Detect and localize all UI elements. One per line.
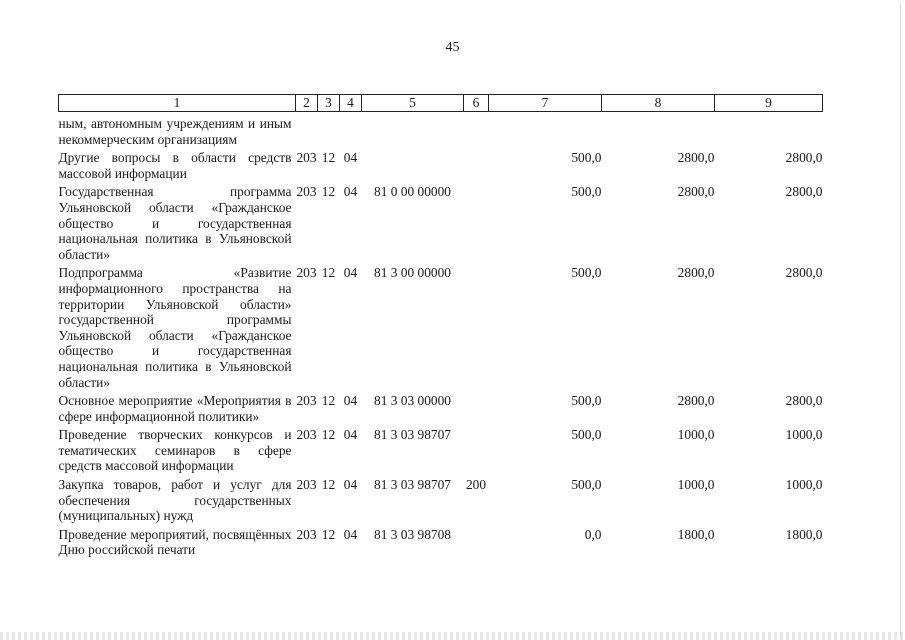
- scan-artifact-strip: [0, 632, 905, 640]
- header-col-4: 4: [340, 95, 362, 112]
- row-value-9: 1000,0: [785, 477, 823, 493]
- page-edge-line: [900, 4, 901, 636]
- row-code-3: [318, 112, 340, 148]
- row-value-7: 0,0: [584, 526, 602, 542]
- row-name: Подпрограмма «Развитие информационного пространства на территории Ульяновской области» государственной программы Ульяновской области «Гражданское общество и государственная национальная политика в Ульяновской области»: [58, 265, 292, 390]
- header-col-8: 8: [602, 95, 715, 112]
- row-code-5: 81 3 03 98708: [374, 526, 451, 542]
- row-code-6: [464, 390, 489, 424]
- row-code-4: 04: [343, 477, 358, 493]
- header-col-5: 5: [362, 95, 464, 112]
- row-code-3: 12: [321, 265, 336, 281]
- header-row: [59, 95, 823, 112]
- row-code-2: 203: [296, 184, 317, 200]
- row-code-5: 81 3 03 00000: [374, 393, 451, 409]
- row-code-3: 12: [321, 477, 336, 493]
- table-row: [59, 390, 823, 424]
- row-code-2: 203: [296, 393, 317, 409]
- table-row: [59, 424, 823, 474]
- row-code-2: 203: [296, 477, 317, 493]
- row-value-8: 1800,0: [677, 526, 715, 542]
- header-col-2: 2: [296, 95, 318, 112]
- row-code-4: 04: [343, 265, 358, 281]
- row-value-9: 2800,0: [785, 184, 823, 200]
- row-value-9: 1800,0: [785, 526, 823, 542]
- row-code-4: 04: [343, 393, 358, 409]
- table-row: [59, 262, 823, 390]
- row-code-4: 04: [343, 184, 358, 200]
- row-name: Проведение мероприятий, посвящённых Дню российской печати: [58, 526, 292, 558]
- page-number: 45: [445, 40, 460, 55]
- row-value-7: 500,0: [571, 265, 602, 281]
- row-value-7: 500,0: [571, 393, 602, 409]
- row-code-5: 81 0 00 00000: [374, 184, 451, 200]
- row-code-5: 81 3 03 98707: [374, 427, 451, 443]
- row-code-4: 04: [343, 150, 358, 166]
- row-name: Государственная программа Ульяновской области «Гражданское общество и государственная национальная политика в Ульяновской области»: [58, 184, 292, 262]
- row-code-2: 203: [296, 150, 317, 166]
- row-code-6: 200: [465, 477, 487, 493]
- row-code-3: 12: [321, 526, 336, 542]
- row-code-3: 12: [321, 427, 336, 443]
- row-value-9: 2800,0: [785, 150, 823, 166]
- row-value-9: 2800,0: [785, 265, 823, 281]
- row-code-2: 203: [296, 427, 317, 443]
- header-col-1: 1: [59, 95, 296, 112]
- row-name: Другие вопросы в области средств массовой информации: [58, 150, 292, 181]
- header-col-3: 3: [318, 95, 340, 112]
- table-row: [59, 112, 823, 148]
- row-value-8: 2800,0: [677, 184, 715, 200]
- table-row: [59, 524, 823, 558]
- table-row: [59, 474, 823, 524]
- row-name: Закупка товаров, работ и услуг для обеспечения государственных (муниципальных) нужд: [58, 477, 292, 524]
- row-code-3: 12: [321, 393, 336, 409]
- row-code-6: [464, 112, 489, 148]
- row-value-8: 1000,0: [677, 477, 715, 493]
- row-value-8: 2800,0: [677, 265, 715, 281]
- row-value-7: 500,0: [571, 150, 602, 166]
- row-code-4: 04: [343, 427, 358, 443]
- header-col-9: 9: [715, 95, 823, 112]
- row-value-7: 500,0: [571, 477, 602, 493]
- row-code-2: [296, 112, 318, 148]
- row-name: ным, автономным учреждениям и иным некоммерческим организациям: [58, 116, 292, 147]
- row-code-5: 81 3 03 98707: [374, 477, 451, 493]
- row-code-6: [464, 524, 489, 558]
- row-code-2: 203: [296, 526, 317, 542]
- row-code-5: [362, 147, 464, 181]
- table-row: [59, 181, 823, 262]
- header-col-6: 6: [464, 95, 489, 112]
- row-code-5: 81 3 00 00000: [374, 265, 451, 281]
- row-value-9: 1000,0: [785, 427, 823, 443]
- row-code-6: [464, 147, 489, 181]
- budget-table: [58, 94, 823, 558]
- row-value-7: 500,0: [571, 427, 602, 443]
- header-col-7: 7: [489, 95, 602, 112]
- row-value-8: 1000,0: [677, 427, 715, 443]
- row-value-9: [715, 112, 823, 148]
- row-value-8: [602, 112, 715, 148]
- row-code-3: 12: [321, 150, 336, 166]
- row-code-3: 12: [321, 184, 336, 200]
- row-name: Проведение творческих конкурсов и тематических семинаров в сфере средств массовой информации: [58, 427, 292, 474]
- row-value-8: 2800,0: [677, 150, 715, 166]
- row-code-6: [464, 262, 489, 390]
- row-code-6: [464, 181, 489, 262]
- row-value-7: [489, 112, 602, 148]
- row-code-4: [340, 112, 362, 148]
- row-code-2: 203: [296, 265, 317, 281]
- row-value-8: 2800,0: [677, 393, 715, 409]
- row-code-4: 04: [343, 526, 358, 542]
- row-name: Основное мероприятие «Мероприятия в сфере информационной политики»: [58, 393, 292, 424]
- table-row: [59, 147, 823, 181]
- row-code-6: [464, 424, 489, 474]
- row-value-9: 2800,0: [785, 393, 823, 409]
- row-code-5: [362, 112, 464, 148]
- row-value-7: 500,0: [571, 184, 602, 200]
